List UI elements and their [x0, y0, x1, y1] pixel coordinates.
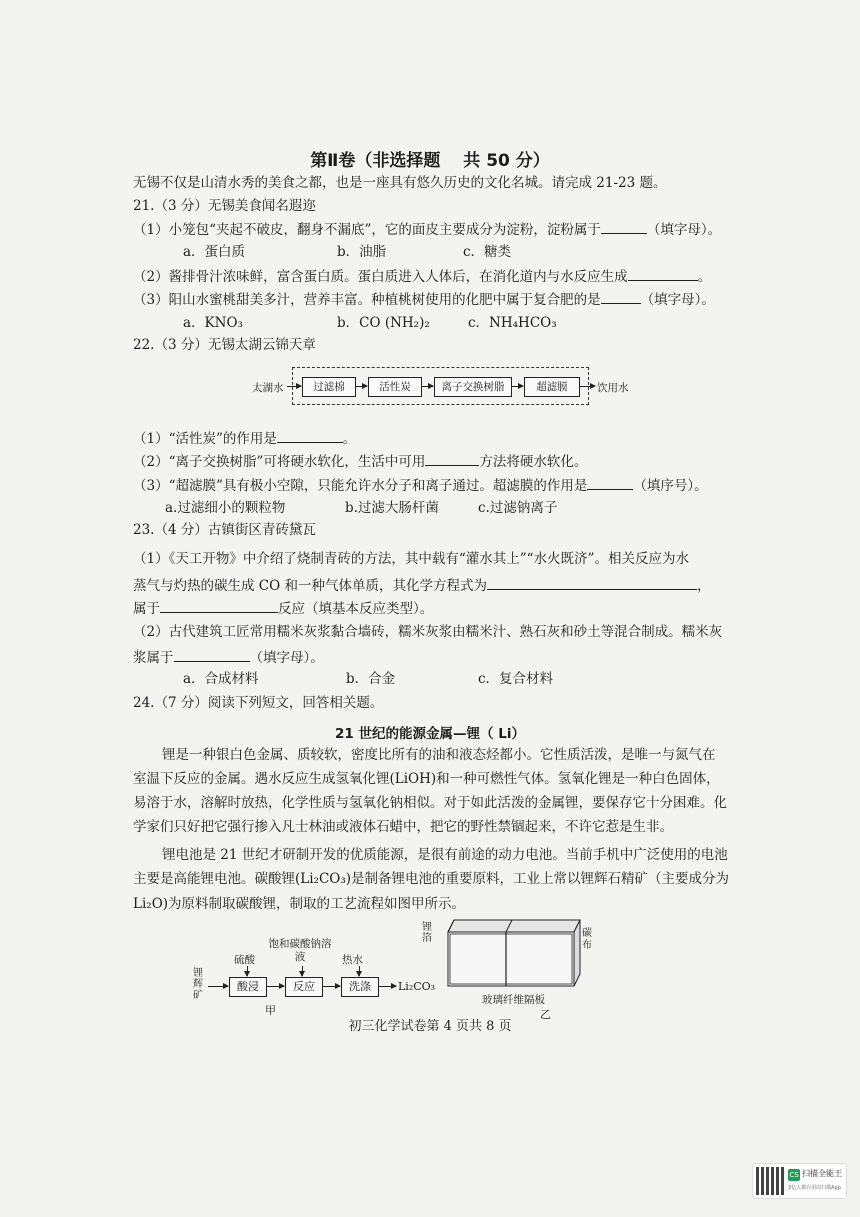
q21-part3-text: （3）阳山水蜜桃甜美多汁，营养丰富。种植桃树使用的化肥中属于复合肥的是: [133, 292, 601, 308]
q23-part1-line3-text: 属于: [133, 601, 160, 617]
q23-part1-line3-tail: 反应（填基本反应类型）。: [278, 601, 434, 617]
intro-text: 无锡不仅是山清水秀的美食之都，也是一座具有悠久历史的文化名城。请完成 21-23 题。: [133, 175, 667, 191]
flow-arrow: [287, 386, 301, 387]
product-label: Li₂CO₃: [398, 980, 436, 993]
flow-step-carbon: 活性炭: [368, 377, 422, 397]
flow-arrow: [322, 986, 340, 987]
q23-part1-line2: [133, 575, 710, 595]
q22-part1-text: （1）“活性炭”的作用是: [133, 431, 277, 447]
battery-cell-drawing: [440, 918, 590, 990]
figure-label-a: 甲: [265, 1004, 276, 1017]
answer-blank: [160, 598, 278, 613]
q23-part2-text: 浆属于: [133, 650, 174, 666]
q22-part2-text: （2）“离子交换树脂”可将硬水软化，生活中可用: [133, 454, 426, 470]
q21-part1: [133, 219, 721, 239]
flow-arrow: [511, 386, 523, 387]
q22-part3-tail: （填序号）。: [633, 478, 708, 494]
q21-option3-a: a．KNO₃: [183, 315, 243, 331]
q23-part1-text: 蒸气与灼热的碳生成 CO 和一种气体单质，其化学方程式为: [133, 578, 487, 594]
q22-part1: [133, 428, 356, 448]
q22-option-b: b.过滤大肠杆菌: [345, 500, 439, 516]
q21-part1-text: （1）小笼包“夹起不破皮，翻身不漏底”，它的面皮主要成分为淀粉，淀粉属于: [133, 222, 601, 238]
q22-part3: [133, 475, 708, 495]
flow-arrow: [378, 986, 396, 987]
q23-part1-tail: ，: [696, 578, 711, 594]
figure-label-b: 乙: [540, 1008, 551, 1021]
scanner-badge: [752, 1163, 847, 1199]
process-step-react: 反应: [285, 977, 323, 997]
q21-part2-tail: 。: [697, 269, 712, 285]
reagent-sulfuric: 硫酸: [234, 954, 255, 966]
q22-heading: 22.（3 分）无锡太湖云锦天章: [133, 337, 316, 353]
process-step-wash: 洗涤: [341, 977, 379, 997]
paragraph-line: 锂是一种银白色金属、质较软，密度比所有的油和液态烃都小。它性质活泼，是唯一与氮气在: [162, 747, 716, 763]
answer-blank: [277, 428, 343, 443]
q22-part3-text: （3）“超滤膜”具有极小空隙，只能允许水分子和离子通过。超滤膜的作用是: [133, 478, 588, 494]
q21-option-b: b．油脂: [337, 244, 387, 260]
answer-blank: [487, 575, 697, 590]
process-step-leach: 酸浸: [229, 977, 267, 997]
q21-option-c: c．糖类: [463, 244, 512, 260]
q21-option3-c: c．NH₄HCO₃: [468, 315, 557, 331]
flow-arrow: [355, 386, 367, 387]
q21-option3-b: b．CO (NH₂)₂: [337, 315, 430, 331]
answer-blank: [174, 647, 250, 662]
paragraph-line: Li₂O)为原料制取碳酸锂，制取的工艺流程如图甲所示。: [133, 896, 466, 912]
q23-part2-tail: （填字母）。: [249, 650, 324, 666]
camscanner-logo-icon: CS: [789, 1171, 799, 1179]
flow-arrow: [208, 986, 228, 987]
q23-part1-line1: （1）《天工开物》中介绍了烧制青砖的方法，其中载有“灌水其上”“水火既济”。相关反应为水: [133, 551, 689, 567]
qr-code-icon: [756, 1167, 784, 1195]
paragraph-line: 学家们只好把它强行掺入凡士林油或液体石蜡中，把它的野性禁锢起来，不许它惹是生非。: [133, 819, 673, 835]
flow-arrow: [579, 386, 595, 387]
q21-part2: [133, 266, 711, 286]
reagent-arrow: [359, 966, 360, 976]
q23-part2-line2: [133, 647, 324, 667]
paragraph-line: 主要是高能锂电池。碳酸锂(Li₂CO₃)是制备锂电池的重要原料，工业上常以锂辉石精矿（主要成分为: [133, 871, 730, 887]
badge-subtitle: 3亿人都在用的扫描App: [788, 1185, 841, 1191]
article-title: 21 世纪的能源金属—锂（ Li）: [335, 726, 525, 742]
q22-option-a: a.过滤细小的颗粒物: [165, 500, 286, 516]
q23-option-a: a．合成材料: [183, 671, 259, 687]
q21-part3: [133, 289, 715, 309]
answer-blank: [587, 475, 633, 490]
answer-blank: [601, 289, 641, 304]
paragraph-line: 锂电池是 21 世纪才研制开发的优质能源，是很有前途的动力电池。当前手机中广泛使用的电池: [162, 847, 728, 863]
raw-material-label: 锂辉矿: [193, 968, 203, 1001]
q21-option-a: a．蛋白质: [183, 244, 246, 260]
answer-blank: [425, 451, 479, 466]
lithium-foil-label: 锂箔: [422, 922, 432, 944]
reagent-arrow: [247, 966, 248, 976]
paragraph-line: 易溶于水，溶解时放热，化学性质与氢氧化钠相似。对于如此活泼的金属锂，要保存它十分困难。化: [133, 795, 727, 811]
q22-part1-tail: 。: [342, 431, 357, 447]
q22-option-c: c.过滤钠离子: [478, 500, 558, 516]
q23-option-c: c．复合材料: [478, 671, 554, 687]
q21-part1-tail: （填字母）。: [646, 222, 722, 238]
carbon-cloth-label: 碳布: [582, 928, 592, 951]
reagent-arrow: [302, 966, 303, 976]
q21-part3-tail: （填字母）。: [640, 292, 715, 308]
flow-step-resin: 离子交换树脂: [434, 377, 512, 397]
badge-name: 扫描全能王: [802, 1169, 842, 1178]
reagent-carbonate: 饱和碳酸钠溶液: [268, 938, 332, 963]
answer-blank: [601, 219, 647, 234]
q21-part2-text: （2）酱排骨汁浓味鲜，富含蛋白质。蛋白质进入人体后，在消化道内与水反应生成: [133, 269, 628, 285]
page-footer: 初三化学试卷第 4 页共 8 页: [348, 1019, 512, 1034]
flow-step-cotton: 过滤棉: [302, 377, 356, 397]
separator-label: 玻璃纤维隔板: [482, 994, 545, 1006]
q23-heading: 23.（4 分）古镇街区青砖黛瓦: [133, 522, 316, 538]
flow-step-membrane: 超滤膜: [524, 377, 580, 397]
reagent-hot-water: 热水: [342, 954, 363, 966]
q21-heading: 21.（3 分）无锡美食闻名遐迩: [133, 198, 316, 214]
q23-part2-line1: （2）古代建筑工匠常用糯米灰浆黏合墙砖，糯米灰浆由糯米汁、熟石灰和砂土等混合制成。糯米灰: [133, 624, 723, 640]
q23-option-b: b．合金: [346, 671, 396, 687]
answer-blank: [628, 266, 698, 281]
section-title: 第Ⅱ卷（非选择题 共 50 分）: [310, 151, 550, 171]
q22-part2-tail: 方法将硬水软化。: [479, 454, 588, 470]
q24-heading: 24.（7 分）阅读下列短文，回答相关题。: [133, 695, 384, 711]
q22-part2: [133, 451, 587, 471]
flow-arrow: [421, 386, 433, 387]
flow-start-label: 太湖水: [252, 382, 284, 394]
paragraph-line: 室温下反应的金属。遇水反应生成氢氧化锂(LiOH)和一种可燃性气体。氢氧化锂是一种白色固体，: [133, 771, 720, 787]
flow-end-label: 饮用水: [597, 382, 629, 394]
q23-part1-line3: [133, 598, 433, 618]
flow-arrow: [266, 986, 284, 987]
